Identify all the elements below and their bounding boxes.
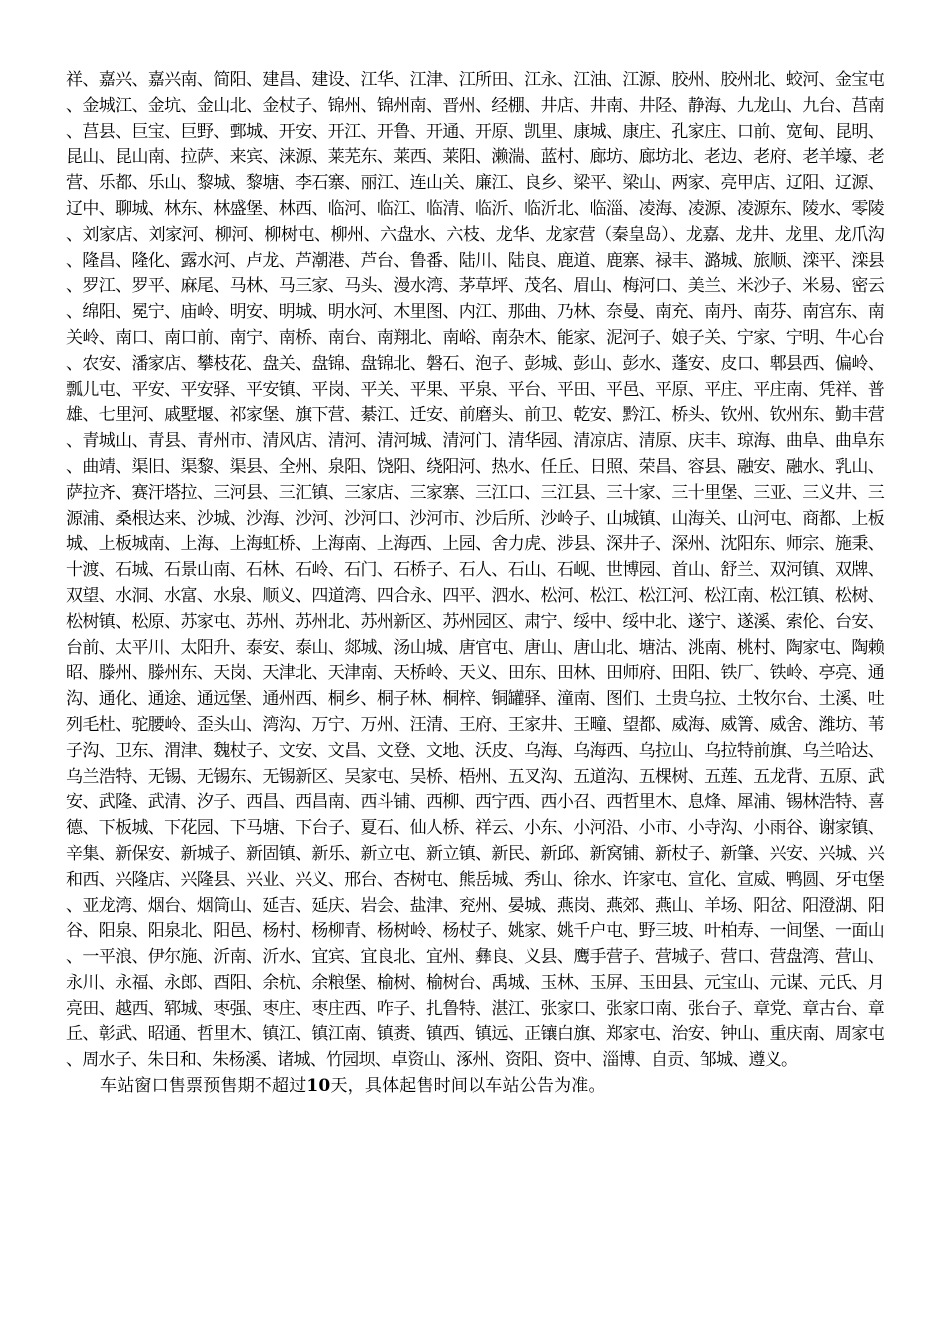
presale-note-suffix: 天，具体起售时间以车站公告为准。 — [330, 1076, 606, 1097]
presale-days-number: 10 — [306, 1076, 331, 1097]
presale-note-prefix: 车站窗口售票预售期不超过 — [100, 1076, 307, 1097]
station-list-paragraph: 祥、嘉兴、嘉兴南、简阳、建昌、建设、江华、江津、江所田、江永、江油、江源、胶州、胶州北、蛟河、金宝屯、金城江、金坑、金山北、金杖子、锦州、锦州南、晋州、经棚、井店、井南、井陉、静海、九龙山、九台、莒南、莒县、巨宝、巨野、鄄城、开安、开江、开鲁、开通、开原、凯里、康城、康庄、孔家庄、口前、宽甸、昆明、昆山、昆山南、拉萨、来宾、涞源、莱芜东、莱西、莱阳、濑湍、蓝村、廊坊、廊坊北、老边、老府、老羊壕、老营、乐都、乐山、黎城、黎塘、李石寨、丽江、连山关、廉江、良乡、梁平、梁山、两家、亮甲店、辽阳、辽源、辽中、聊城、林东、林盛堡、林西、临河、临江、临清、临沂、临沂北、临淄、凌海、凌源、凌源东、陵水、零陵、刘家店、刘家河、柳河、柳树屯、柳州、六盘水、六枝、龙华、龙家营（秦皇岛）、龙嘉、龙井、龙里、龙爪沟、隆昌、隆化、露水河、卢龙、芦潮港、芦台、鲁番、陆川、陆良、鹿道、鹿寨、禄丰、潞城、旅顺、滦平、滦县、罗江、罗平、麻尾、马林、马三家、马头、漫水湾、茅草坪、茂名、眉山、梅河口、美兰、米沙子、米易、密云、绵阳、冕宁、庙岭、明安、明城、明水河、木里图、内江、那曲、乃林、奈曼、南充、南丹、南芬、南宫东、南关岭、南口、南口前、南宁、南桥、南台、南翔北、南峪、南杂木、能家、泥河子、娘子关、宁家、宁明、牛心台、农安、潘家店、攀枝花、盘关、盘锦、盘锦北、磐石、泡子、彭城、彭山、彭水、蓬安、皮口、郫县西、偏岭、瓢儿屯、平安、平安驿、平安镇、平岗、平关、平果、平泉、平台、平田、平邑、平原、平庄、平庄南、凭祥、普雄、七里河、戚墅堰、祁家堡、旗下营、綦江、迁安、前磨头、前卫、乾安、黔江、桥头、钦州、钦州东、勤丰营、青城山、青县、青州市、清风店、清河、清河城、清河门、清华园、清凉店、清原、庆丰、琼海、曲阜、曲阜东、曲靖、渠旧、渠黎、渠县、全州、泉阳、饶阳、绕阳河、热水、任丘、日照、荣昌、容县、融安、融水、乳山、萨拉齐、赛汗塔拉、三河县、三汇镇、三家店、三家寨、三江口、三江县、三十家、三十里堡、三亚、三义井、三源浦、桑根达来、沙城、沙海、沙河、沙河口、沙河市、沙后所、沙岭子、山城镇、山海关、山河屯、商都、上板城、上板城南、上海、上海虹桥、上海南、上海西、上园、舍力虎、涉县、深井子、深州、沈阳东、师宗、施秉、十渡、石城、石景山南、石林、石岭、石门、石桥子、石人、石山、石岘、世博园、首山、舒兰、双河镇、双牌、双望、水洞、水富、水泉、顺义、四道湾、四合永、四平、泗水、松河、松江、松江河、松江南、松江镇、松树、松树镇、松原、苏家屯、苏州、苏州北、苏州新区、苏州园区、肃宁、绥中、绥中北、遂宁、遂溪、索伦、台安、台前、太平川、太阳升、泰安、泰山、郯城、汤山城、唐官屯、唐山、唐山北、塘沽、洮南、桃村、陶家屯、陶赖昭、滕州、滕州东、天岗、天津北、天津南、天桥岭、天义、田东、田林、田师府、田阳、铁厂、铁岭、亭亮、通沟、通化、通途、通远堡、通州西、桐乡、桐子林、桐梓、铜罐驿、潼南、图们、土贵乌拉、土牧尔台、土溪、吐列毛杜、驼腰岭、歪头山、湾沟、万宁、万州、汪清、王府、王家井、王疃、望都、威海、威箐、威舍、潍坊、苇子沟、卫东、渭津、魏杖子、文安、文昌、文登、文地、沃皮、乌海、乌海西、乌拉山、乌拉特前旗、乌兰哈达、乌兰浩特、无锡、无锡东、无锡新区、吴家屯、吴桥、梧州、五叉沟、五道沟、五棵树、五莲、五龙背、五原、武安、武隆、武清、汐子、西昌、西昌南、西斗铺、西柳、西宁西、西小召、西哲里木、息烽、犀浦、锡林浩特、喜德、下板城、下花园、下马塘、下台子、夏石、仙人桥、祥云、小东、小河沿、小市、小寺沟、小雨谷、谢家镇、辛集、新保安、新城子、新固镇、新乐、新立屯、新立镇、新民、新邱、新窝铺、新杖子、新肇、兴安、兴城、兴和西、兴隆店、兴隆县、兴业、兴义、邢台、杏树屯、熊岳城、秀山、徐水、许家屯、宣化、宣威、鸭圆、牙屯堡、亚龙湾、烟台、烟筒山、延吉、延庆、岩会、盐津、兖州、晏城、燕岗、燕郊、燕山、羊场、阳岔、阳澄湖、阳谷、阳泉、阳泉北、阳邑、杨村、杨柳青、杨树岭、杨杖子、姚家、姚千户屯、野三坡、叶柏寿、一间堡、一面山、一平浪、伊尔施、沂南、沂水、宜宾、宜良北、宜州、彝良、义县、鹰手营子、营城子、营口、营盘湾、营山、永川、永福、永郎、酉阳、余杭、余粮堡、榆树、榆树台、禹城、玉林、玉屏、玉田县、元宝山、元谋、元氏、月亮田、越西、郓城、枣强、枣庄、枣庄西、咋子、扎鲁特、湛江、张家口、张家口南、张台子、章党、章古台、章丘、彰武、昭通、哲里木、镇江、镇江南、镇赉、镇西、镇远、正镶白旗、郑家屯、治安、钟山、重庆南、周家屯、周水子、朱日和、朱杨溪、诸城、竹园坝、卓资山、涿州、资阳、资中、淄博、自贡、邹城、遵义。 — [66, 70, 884, 1071]
document-page — [66, 68, 884, 1100]
presale-note-paragraph — [66, 1074, 884, 1100]
